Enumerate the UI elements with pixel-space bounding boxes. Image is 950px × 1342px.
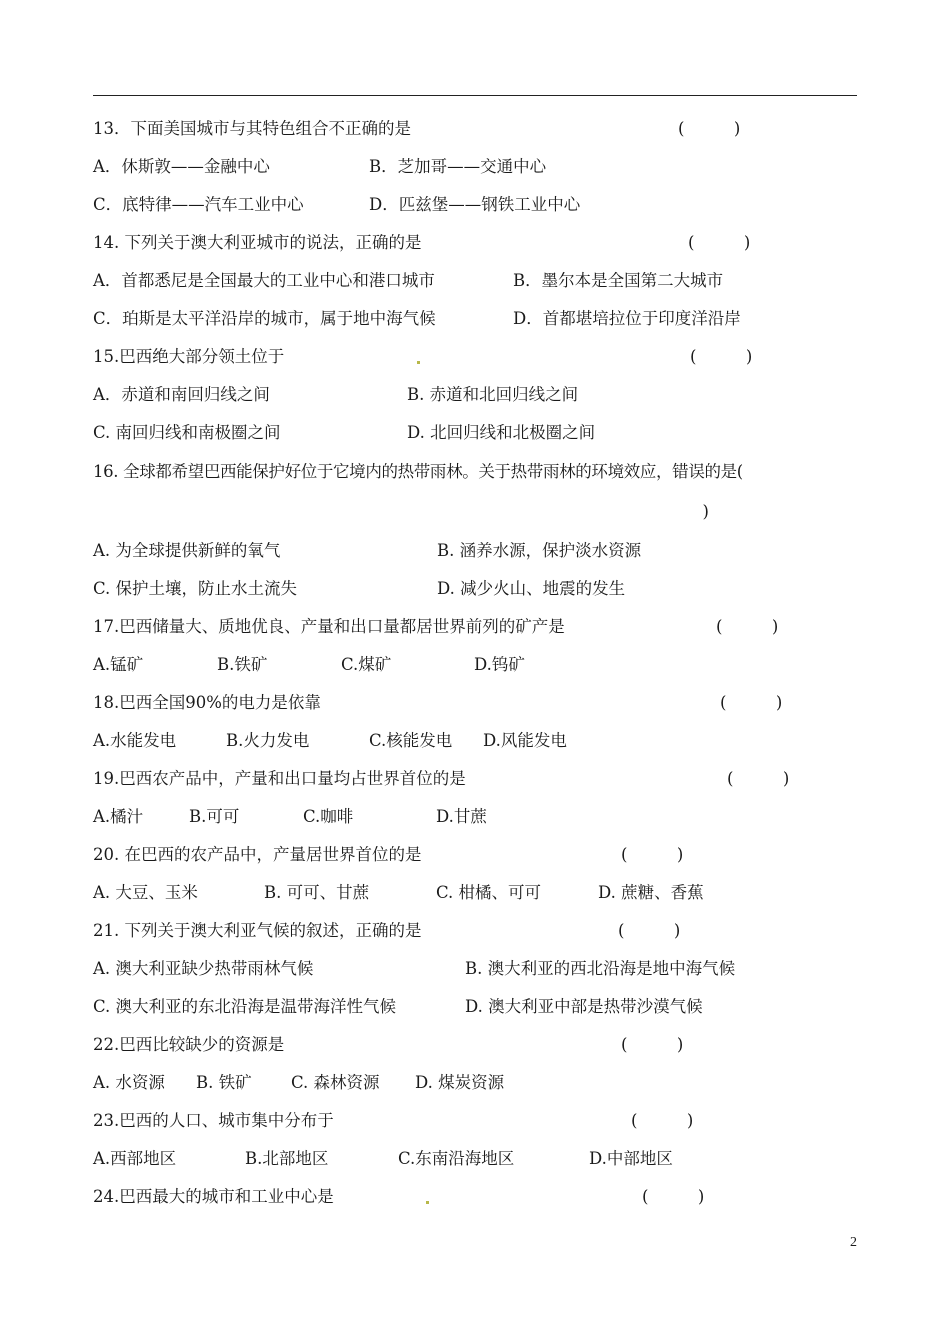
option: C.东南沿海地区 — [398, 1149, 515, 1168]
option: B. 铁矿 — [196, 1073, 252, 1092]
question-stem: 24.巴西最大的城市和工业中心是 — [93, 1187, 334, 1206]
option: C．底特律——汽车工业中心 — [93, 195, 304, 214]
option: A．赤道和南回归线之间 — [93, 385, 270, 404]
answer-paren: ( ) — [720, 693, 783, 712]
option: B. 赤道和北回归线之间 — [407, 385, 579, 404]
question-stem: 20. 在巴西的农产品中，产量居世界首位的是 — [93, 845, 422, 864]
option: A．休斯敦——金融中心 — [93, 157, 270, 176]
option: A．首都悉尼是全国最大的工业中心和港口城市 — [93, 271, 435, 290]
answer-paren: ( ) — [727, 769, 790, 788]
answer-paren: ( ) — [618, 921, 681, 940]
option: B. 可可、甘蔗 — [264, 883, 370, 902]
option: D．首都堪培拉位于印度洋沿岸 — [513, 309, 741, 328]
option: C．珀斯是太平洋沿岸的城市，属于地中海气候 — [93, 309, 436, 328]
answer-paren: ( ) — [642, 1187, 705, 1206]
option: D. 蔗糖、香蕉 — [598, 883, 704, 902]
option: C.煤矿 — [341, 655, 392, 674]
option: A. 大豆、玉米 — [93, 883, 198, 902]
option: A.水能发电 — [93, 731, 177, 750]
option: D.钨矿 — [474, 655, 525, 674]
option: A. 为全球提供新鲜的氧气 — [93, 541, 281, 560]
option: B. 澳大利亚的西北沿海是地中海气候 — [465, 959, 736, 978]
option: D. 北回归线和北极圈之间 — [407, 423, 596, 442]
answer-paren: ( ) — [678, 119, 741, 138]
scan-speck — [426, 1201, 429, 1204]
option: A.西部地区 — [93, 1149, 177, 1168]
option: A.橘汁 — [93, 807, 144, 826]
answer-paren: ( ) — [690, 347, 753, 366]
option: C.咖啡 — [303, 807, 354, 826]
question-stem: 17.巴西储量大、质地优良、产量和出口量都居世界前列的矿产是 — [93, 617, 565, 636]
answer-paren: ) — [653, 502, 709, 521]
answer-paren: ( ) — [621, 845, 684, 864]
option: D.中部地区 — [589, 1149, 673, 1168]
question-stem: 21. 下列关于澳大利亚气候的叙述，正确的是 — [93, 921, 422, 940]
option: A. 澳大利亚缺少热带雨林气候 — [93, 959, 314, 978]
option: D. 煤炭资源 — [415, 1073, 505, 1092]
question-stem: 19.巴西农产品中，产量和出口量均占世界首位的是 — [93, 769, 466, 788]
option: A. 水资源 — [93, 1073, 165, 1092]
question-stem: 16. 全球都希望巴西能保护好位于它境内的热带雨林。关于热带雨林的环境效应，错误的是( — [93, 462, 743, 481]
option: D．匹兹堡——钢铁工业中心 — [369, 195, 581, 214]
question-stem: 18.巴西全国90%的电力是依靠 — [93, 693, 321, 712]
scan-speck — [417, 361, 420, 364]
option: C. 保护土壤，防止水土流失 — [93, 579, 298, 598]
question-stem: 22.巴西比较缺少的资源是 — [93, 1035, 285, 1054]
option: C. 南回归线和南极圈之间 — [93, 423, 281, 442]
question-stem: 15.巴西绝大部分领土位于 — [93, 347, 285, 366]
option: B．墨尔本是全国第二大城市 — [513, 271, 724, 290]
option: B.火力发电 — [226, 731, 310, 750]
option: B.可可 — [189, 807, 240, 826]
header-rule — [93, 95, 857, 96]
option: B．芝加哥——交通中心 — [369, 157, 547, 176]
answer-paren: ( ) — [621, 1035, 684, 1054]
answer-paren: ( ) — [631, 1111, 694, 1130]
question-stem: 14. 下列关于澳大利亚城市的说法，正确的是 — [93, 233, 422, 252]
question-stem: 13．下面美国城市与其特色组合不正确的是 — [93, 119, 411, 138]
option: B. 涵养水源，保护淡水资源 — [437, 541, 642, 560]
option: A.锰矿 — [93, 655, 144, 674]
option: C. 森林资源 — [291, 1073, 380, 1092]
answer-paren: ( ) — [716, 617, 779, 636]
option: D.甘蔗 — [436, 807, 487, 826]
option: C. 柑橘、可可 — [436, 883, 542, 902]
option: D. 减少火山、地震的发生 — [437, 579, 626, 598]
option: B.铁矿 — [217, 655, 268, 674]
page-number: 2 — [850, 1235, 857, 1250]
option: D. 澳大利亚中部是热带沙漠气候 — [465, 997, 703, 1016]
option: D.风能发电 — [483, 731, 567, 750]
option: C. 澳大利亚的东北沿海是温带海洋性气候 — [93, 997, 397, 1016]
question-stem: 23.巴西的人口、城市集中分布于 — [93, 1111, 334, 1130]
option: B.北部地区 — [245, 1149, 329, 1168]
answer-paren: ( ) — [688, 233, 751, 252]
option: C.核能发电 — [369, 731, 453, 750]
